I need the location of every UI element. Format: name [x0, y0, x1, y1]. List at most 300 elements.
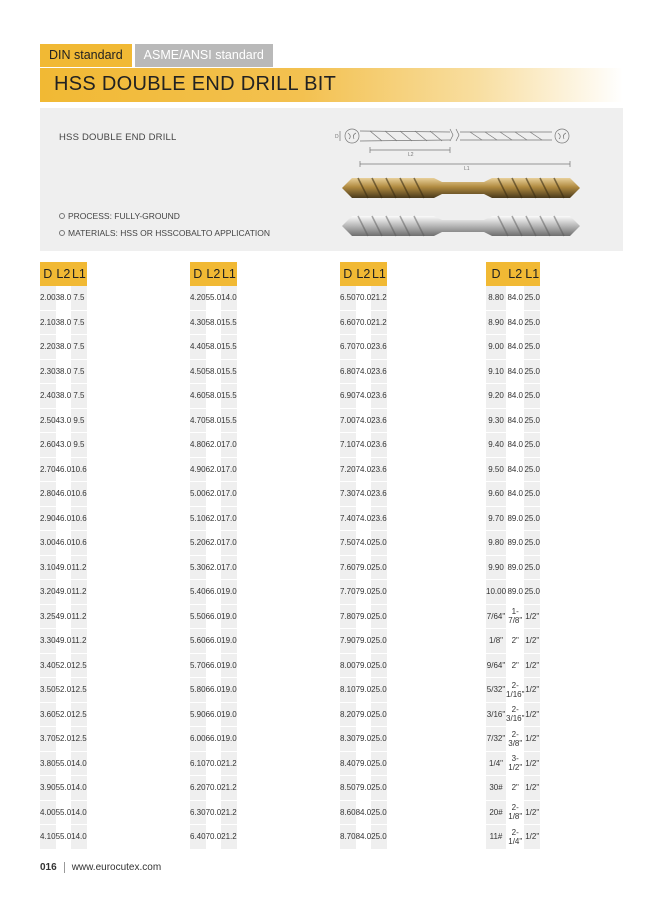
table-row	[190, 310, 237, 335]
table-cell-d: 6.70	[340, 335, 356, 360]
size-table-1	[40, 262, 87, 850]
table-cell-l2: 66.0	[206, 727, 222, 752]
table-cell-l2: 70.0	[356, 286, 372, 310]
table-cell-l1: 1/2"	[524, 702, 540, 727]
table-row	[190, 286, 237, 310]
table-cell-l1: 19.0	[221, 629, 237, 654]
table-cell-l1: 9.5	[71, 408, 87, 433]
table-cell-l2: 70.0	[206, 800, 222, 825]
process-spec	[59, 211, 180, 221]
table-row	[40, 800, 87, 825]
table-cell-l2: 79.0	[356, 629, 372, 654]
table-cell-l1: 23.6	[371, 433, 387, 458]
table-row	[486, 776, 540, 801]
table-cell-d: 3.60	[40, 702, 56, 727]
table-cell-l2: 74.0	[356, 408, 372, 433]
table-row	[486, 506, 540, 531]
footer-divider	[64, 862, 65, 873]
table-cell-d: 5.30	[190, 555, 206, 580]
table-row	[190, 531, 237, 556]
table-cell-l1: 21.2	[371, 310, 387, 335]
table-cell-l2: 43.0	[56, 408, 72, 433]
table-cell-d: 20#	[486, 800, 506, 825]
table-cell-l1: 15.5	[221, 408, 237, 433]
table-cell-l1: 25.0	[524, 286, 540, 310]
table-row	[340, 359, 387, 384]
table-row	[486, 751, 540, 776]
table-cell-l1: 9.5	[71, 433, 87, 458]
table-row	[486, 555, 540, 580]
table-cell-l1: 25.0	[371, 800, 387, 825]
table-row	[40, 506, 87, 531]
table-cell-l1: 11.2	[71, 629, 87, 654]
table-cell-d: 4.50	[190, 359, 206, 384]
table-row	[40, 555, 87, 580]
table-cell-d: 4.70	[190, 408, 206, 433]
table-cell-l1: 23.6	[371, 359, 387, 384]
table-row	[340, 457, 387, 482]
table-row	[486, 384, 540, 409]
table-cell-l1: 12.5	[71, 678, 87, 703]
table-cell-l2: 52.0	[56, 702, 72, 727]
table-row	[340, 286, 387, 310]
table-cell-d: 7.10	[340, 433, 356, 458]
standard-tabs	[40, 44, 273, 67]
table-row	[340, 384, 387, 409]
table-cell-l2: 38.0	[56, 286, 72, 310]
table-cell-l1: 1/2"	[524, 776, 540, 801]
table-cell-d: 4.80	[190, 433, 206, 458]
table-row	[486, 825, 540, 850]
table-cell-l1: 25.0	[371, 702, 387, 727]
table-cell-d: 2.70	[40, 457, 56, 482]
table-cell-d: 9.00	[486, 335, 506, 360]
table-cell-l1: 17.0	[221, 531, 237, 556]
table-row	[486, 433, 540, 458]
table-header-row	[40, 262, 87, 286]
table-cell-l2: 74.0	[356, 482, 372, 507]
table-cell-d: 2.20	[40, 335, 56, 360]
table-cell-l2: 79.0	[356, 727, 372, 752]
table-cell-l2: 79.0	[356, 555, 372, 580]
table-cell-d: 3.00	[40, 531, 56, 556]
table-cell-l2: 55.0	[56, 825, 72, 850]
table-cell-l1: 19.0	[221, 580, 237, 605]
table-row	[486, 286, 540, 310]
table-cell-d: 2.50	[40, 408, 56, 433]
table-row	[190, 702, 237, 727]
table-cell-l1: 1/2"	[524, 751, 540, 776]
table-cell-d: 4.30	[190, 310, 206, 335]
table-cell-l2: 58.0	[206, 384, 222, 409]
table-cell-l1: 19.0	[221, 678, 237, 703]
table-cell-d: 3.20	[40, 580, 56, 605]
tab-asme-ansi-standard[interactable]: ASME/ANSI standard	[135, 44, 273, 67]
table-cell-d: 7.90	[340, 629, 356, 654]
table-cell-d: 5.50	[190, 604, 206, 629]
table-row	[190, 384, 237, 409]
table-cell-l1: 10.6	[71, 457, 87, 482]
table-cell-d: 6.20	[190, 776, 206, 801]
table-cell-d: 9.70	[486, 506, 506, 531]
table-cell-d: 9.30	[486, 408, 506, 433]
size-table-2	[190, 262, 237, 850]
table-cell-l1: 11.2	[71, 604, 87, 629]
website-link[interactable]: www.eurocutex.com	[71, 862, 162, 873]
table-cell-d: 7.80	[340, 604, 356, 629]
table-cell-l1: 23.6	[371, 408, 387, 433]
table-cell-d: 30#	[486, 776, 506, 801]
table-cell-d: 3/16"	[486, 702, 506, 727]
table-cell-d: 6.00	[190, 727, 206, 752]
table-cell-l2: 49.0	[56, 555, 72, 580]
table-cell-l1: 11.2	[71, 555, 87, 580]
table-cell-d: 2.90	[40, 506, 56, 531]
table-cell-l1: 7.5	[71, 359, 87, 384]
table-cell-l1: 19.0	[221, 653, 237, 678]
table-cell-l2: 49.0	[56, 629, 72, 654]
page-title: HSS DOUBLE END DRILL BIT	[54, 73, 337, 95]
table-cell-l2: 66.0	[206, 678, 222, 703]
table-cell-l1: 17.0	[221, 482, 237, 507]
column-header-l2: L2	[506, 262, 524, 286]
table-cell-l1: 25.0	[524, 384, 540, 409]
table-cell-l2: 74.0	[356, 433, 372, 458]
table-cell-l1: 14.0	[71, 776, 87, 801]
table-row	[340, 555, 387, 580]
table-row	[486, 310, 540, 335]
table-cell-d: 8.90	[486, 310, 506, 335]
table-cell-l1: 21.2	[221, 776, 237, 801]
table-cell-d: 3.30	[40, 629, 56, 654]
table-cell-d: 6.40	[190, 825, 206, 850]
table-cell-l1: 14.0	[71, 751, 87, 776]
column-header-d: D	[486, 262, 506, 286]
table-cell-l1: 10.6	[71, 531, 87, 556]
table-cell-l2: 66.0	[206, 653, 222, 678]
table-cell-l2: 84.0	[506, 408, 524, 433]
table-cell-d: 6.60	[340, 310, 356, 335]
materials-spec	[59, 228, 270, 238]
table-cell-l2: 1-7/8"	[506, 604, 524, 629]
table-cell-l2: 62.0	[206, 457, 222, 482]
table-row	[340, 702, 387, 727]
table-cell-l1: 23.6	[371, 482, 387, 507]
table-row	[486, 702, 540, 727]
table-cell-l1: 25.0	[524, 531, 540, 556]
table-cell-l2: 62.0	[206, 555, 222, 580]
table-cell-l1: 12.5	[71, 653, 87, 678]
table-row	[190, 629, 237, 654]
table-cell-d: 7.40	[340, 506, 356, 531]
table-row	[486, 580, 540, 605]
table-row	[190, 751, 237, 776]
table-row	[190, 408, 237, 433]
table-cell-d: 8.60	[340, 800, 356, 825]
table-row	[40, 653, 87, 678]
table-row	[190, 580, 237, 605]
table-row	[340, 800, 387, 825]
table-cell-l1: 25.0	[371, 604, 387, 629]
table-cell-l2: 2-1/16"	[506, 678, 524, 703]
table-cell-d: 6.50	[340, 286, 356, 310]
table-cell-l2: 66.0	[206, 580, 222, 605]
table-cell-l1: 1/2"	[524, 727, 540, 752]
table-row	[340, 678, 387, 703]
table-cell-l1: 14.0	[221, 286, 237, 310]
column-header-d: D	[40, 262, 56, 286]
table-cell-l2: 79.0	[356, 751, 372, 776]
table-cell-l1: 25.0	[371, 727, 387, 752]
drill-technical-drawing	[330, 124, 590, 172]
table-cell-l2: 89.0	[506, 506, 524, 531]
table-cell-l2: 84.0	[356, 800, 372, 825]
process-text: PROCESS: FULLY-GROUND	[68, 211, 180, 221]
table-cell-l2: 38.0	[56, 359, 72, 384]
table-cell-d: 8.10	[340, 678, 356, 703]
table-cell-d: 3.70	[40, 727, 56, 752]
table-row	[340, 310, 387, 335]
table-row	[190, 457, 237, 482]
table-cell-l1: 15.5	[221, 310, 237, 335]
table-cell-d: 7.60	[340, 555, 356, 580]
table-row	[486, 531, 540, 556]
table-row	[40, 482, 87, 507]
table-cell-d: 4.00	[40, 800, 56, 825]
table-cell-l1: 11.2	[71, 580, 87, 605]
tab-din-standard[interactable]: DIN standard	[40, 44, 132, 67]
table-row	[40, 408, 87, 433]
table-row	[190, 678, 237, 703]
silver-drill-bit-image	[338, 210, 584, 242]
table-row	[340, 604, 387, 629]
table-cell-l1: 21.2	[221, 825, 237, 850]
table-row	[486, 408, 540, 433]
table-cell-l1: 25.0	[371, 555, 387, 580]
table-row	[40, 310, 87, 335]
table-cell-d: 5.90	[190, 702, 206, 727]
size-table-3	[340, 262, 387, 850]
table-cell-l2: 2"	[506, 653, 524, 678]
table-cell-l1: 19.0	[221, 604, 237, 629]
table-cell-d: 4.60	[190, 384, 206, 409]
table-cell-d: 2.60	[40, 433, 56, 458]
table-cell-d: 7.50	[340, 531, 356, 556]
table-cell-l1: 25.0	[524, 359, 540, 384]
column-header-l2: L2	[206, 262, 222, 286]
table-row	[40, 457, 87, 482]
table-cell-l2: 74.0	[356, 531, 372, 556]
table-cell-l1: 21.2	[371, 286, 387, 310]
table-row	[40, 384, 87, 409]
table-row	[486, 800, 540, 825]
table-header-row	[340, 262, 387, 286]
table-cell-l2: 79.0	[356, 776, 372, 801]
table-row	[340, 531, 387, 556]
table-cell-l1: 17.0	[221, 555, 237, 580]
table-cell-l1: 25.0	[524, 335, 540, 360]
table-row	[40, 678, 87, 703]
table-cell-l1: 25.0	[371, 531, 387, 556]
table-row	[340, 580, 387, 605]
table-cell-d: 2.80	[40, 482, 56, 507]
bullet-icon	[59, 230, 65, 236]
table-row	[340, 408, 387, 433]
table-cell-l2: 70.0	[206, 776, 222, 801]
column-header-l1: L1	[524, 262, 540, 286]
table-row	[340, 433, 387, 458]
table-cell-d: 8.30	[340, 727, 356, 752]
table-cell-d: 1/8"	[486, 629, 506, 654]
table-cell-l1: 25.0	[371, 776, 387, 801]
table-row	[190, 825, 237, 850]
table-cell-d: 5/32"	[486, 678, 506, 703]
table-row	[40, 776, 87, 801]
table-cell-d: 7/64"	[486, 604, 506, 629]
table-cell-d: 11#	[486, 825, 506, 850]
table-cell-l1: 7.5	[71, 286, 87, 310]
table-cell-l2: 70.0	[206, 751, 222, 776]
column-header-l2: L2	[56, 262, 72, 286]
table-row	[190, 776, 237, 801]
table-cell-l2: 79.0	[356, 678, 372, 703]
table-cell-l2: 38.0	[56, 335, 72, 360]
table-cell-d: 8.80	[486, 286, 506, 310]
table-cell-l2: 84.0	[506, 384, 524, 409]
table-cell-l1: 19.0	[221, 702, 237, 727]
table-cell-d: 3.25	[40, 604, 56, 629]
table-cell-l2: 2-1/4"	[506, 825, 524, 850]
table-cell-l2: 62.0	[206, 506, 222, 531]
table-cell-d: 6.30	[190, 800, 206, 825]
table-row	[190, 727, 237, 752]
table-row	[486, 359, 540, 384]
table-cell-l2: 46.0	[56, 457, 72, 482]
table-cell-l2: 74.0	[356, 359, 372, 384]
table-cell-l2: 38.0	[56, 384, 72, 409]
table-cell-l1: 25.0	[524, 433, 540, 458]
table-cell-d: 3.50	[40, 678, 56, 703]
table-cell-d: 2.00	[40, 286, 56, 310]
table-row	[486, 727, 540, 752]
table-cell-l2: 2"	[506, 629, 524, 654]
table-row	[190, 604, 237, 629]
table-cell-d: 5.10	[190, 506, 206, 531]
table-cell-l2: 38.0	[56, 310, 72, 335]
table-row	[340, 727, 387, 752]
table-cell-d: 9.60	[486, 482, 506, 507]
table-cell-l2: 70.0	[356, 310, 372, 335]
table-cell-l2: 74.0	[356, 457, 372, 482]
table-cell-l1: 15.5	[221, 359, 237, 384]
table-row	[340, 482, 387, 507]
table-cell-l2: 62.0	[206, 482, 222, 507]
table-cell-l1: 17.0	[221, 457, 237, 482]
column-header-d: D	[340, 262, 356, 286]
table-row	[40, 531, 87, 556]
table-cell-d: 3.10	[40, 555, 56, 580]
table-cell-d: 8.00	[340, 653, 356, 678]
table-cell-l1: 23.6	[371, 457, 387, 482]
table-cell-l2: 84.0	[506, 482, 524, 507]
drawing-label-l2: L2	[408, 152, 414, 158]
table-cell-l1: 1/2"	[524, 653, 540, 678]
table-cell-l1: 25.0	[524, 506, 540, 531]
table-cell-l1: 25.0	[524, 457, 540, 482]
table-row	[190, 506, 237, 531]
table-row	[340, 335, 387, 360]
table-cell-l2: 66.0	[206, 604, 222, 629]
table-cell-l1: 19.0	[221, 727, 237, 752]
table-cell-d: 8.50	[340, 776, 356, 801]
table-cell-l2: 66.0	[206, 629, 222, 654]
table-cell-d: 8.70	[340, 825, 356, 850]
table-cell-l2: 79.0	[356, 604, 372, 629]
table-cell-l1: 25.0	[524, 408, 540, 433]
table-row	[40, 727, 87, 752]
table-cell-l2: 55.0	[56, 776, 72, 801]
table-cell-l2: 84.0	[356, 825, 372, 850]
table-row	[40, 702, 87, 727]
table-row	[40, 825, 87, 850]
table-cell-l2: 2-3/8"	[506, 727, 524, 752]
table-cell-d: 7.20	[340, 457, 356, 482]
table-cell-l2: 74.0	[356, 506, 372, 531]
table-cell-l2: 46.0	[56, 506, 72, 531]
size-table-4	[486, 262, 540, 850]
column-header-l2: L2	[356, 262, 372, 286]
table-cell-l2: 70.0	[206, 825, 222, 850]
table-row	[486, 604, 540, 629]
table-cell-l1: 23.6	[371, 506, 387, 531]
table-cell-l1: 25.0	[371, 580, 387, 605]
table-cell-d: 5.20	[190, 531, 206, 556]
table-cell-l1: 12.5	[71, 702, 87, 727]
table-cell-d: 9.80	[486, 531, 506, 556]
table-row	[40, 286, 87, 310]
table-cell-l1: 17.0	[221, 506, 237, 531]
drawing-label-d: D	[335, 134, 339, 140]
table-row	[40, 751, 87, 776]
table-cell-d: 4.90	[190, 457, 206, 482]
table-cell-d: 10.00	[486, 580, 506, 605]
table-cell-l2: 79.0	[356, 653, 372, 678]
table-cell-d: 1/4"	[486, 751, 506, 776]
table-cell-l1: 1/2"	[524, 825, 540, 850]
table-cell-d: 6.80	[340, 359, 356, 384]
table-cell-l1: 7.5	[71, 384, 87, 409]
table-cell-d: 5.00	[190, 482, 206, 507]
table-cell-l2: 2-3/16"	[506, 702, 524, 727]
table-cell-d: 3.40	[40, 653, 56, 678]
table-cell-d: 7.70	[340, 580, 356, 605]
table-cell-l2: 2"	[506, 776, 524, 801]
table-row	[190, 433, 237, 458]
product-heading: HSS DOUBLE END DRILL	[59, 132, 177, 143]
table-cell-l2: 2-1/8"	[506, 800, 524, 825]
table-cell-l2: 62.0	[206, 531, 222, 556]
table-cell-l2: 84.0	[506, 457, 524, 482]
table-cell-l2: 84.0	[506, 359, 524, 384]
table-row	[40, 604, 87, 629]
table-row	[340, 776, 387, 801]
table-cell-l1: 1/2"	[524, 678, 540, 703]
materials-text: MATERIALS: HSS OR HSSCOBALTO APPLICATION	[68, 228, 271, 238]
table-cell-d: 2.30	[40, 359, 56, 384]
table-row	[486, 653, 540, 678]
table-cell-d: 9.50	[486, 457, 506, 482]
table-cell-d: 8.40	[340, 751, 356, 776]
